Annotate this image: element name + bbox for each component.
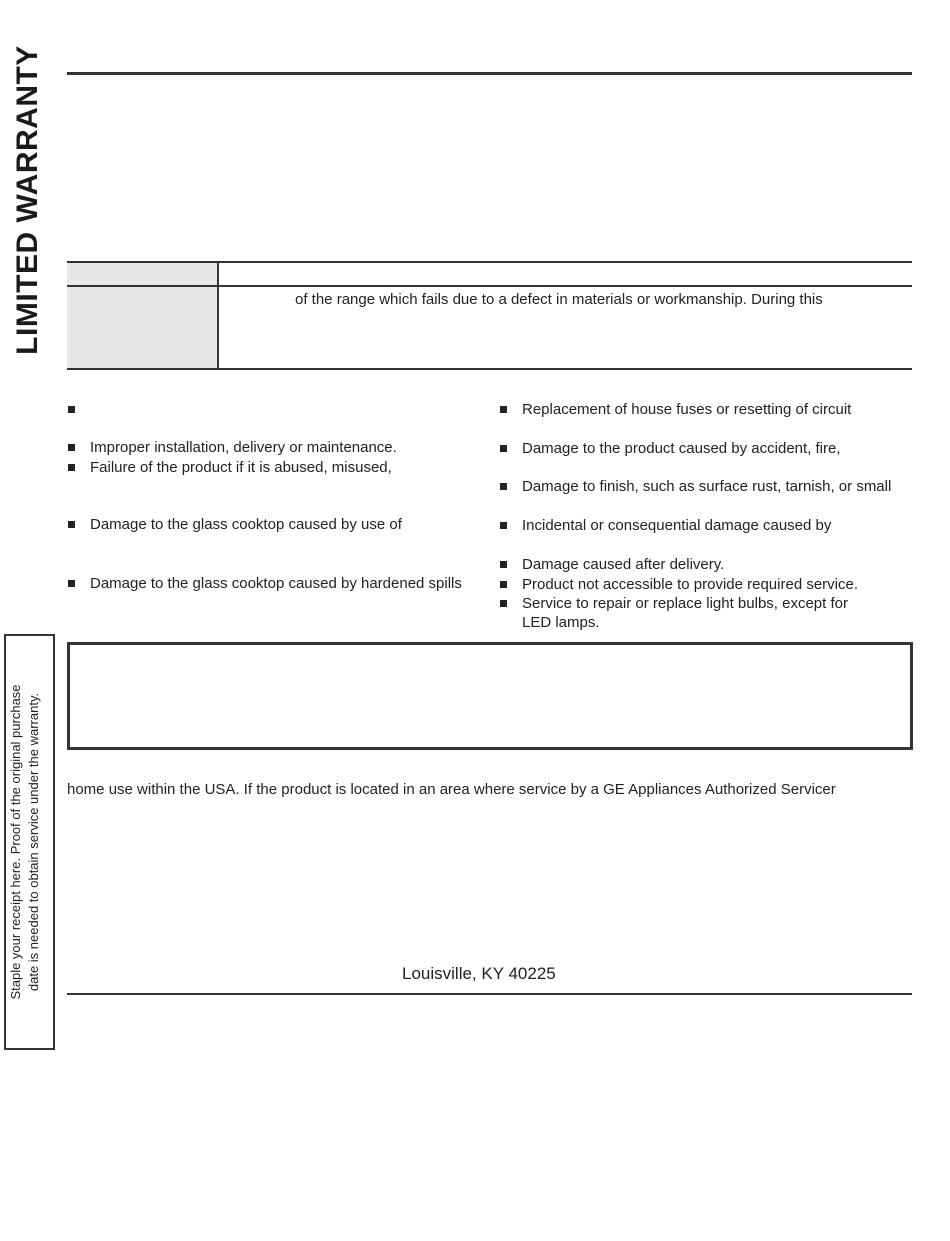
bullet-icon	[500, 445, 507, 452]
list-item: Replacement of house fuses or resetting of circuit	[522, 401, 852, 418]
bullet-icon	[68, 406, 75, 413]
list-item: Damage to the product caused by accident, fire,	[522, 440, 841, 457]
bullet-icon	[500, 522, 507, 529]
page-title	[6, 36, 50, 364]
bottom-divider	[67, 993, 912, 995]
table-bottom-border	[67, 368, 912, 370]
bullet-icon	[500, 600, 507, 607]
list-item: Damage caused after delivery.	[522, 556, 725, 573]
list-item: Failure of the product if it is abused, misused,	[90, 459, 392, 476]
page-title-text: LIMITED WARRANTY	[11, 45, 45, 355]
list-item: Damage to the glass cooktop caused by use of	[90, 516, 402, 533]
list-item: Incidental or consequential damage caused by	[522, 517, 832, 534]
table-column-divider	[217, 263, 219, 368]
list-item: Service to repair or replace light bulbs, except for	[522, 595, 848, 612]
bullet-icon	[68, 464, 75, 471]
notice-box	[67, 642, 913, 750]
bullet-icon	[68, 580, 75, 587]
bullet-icon	[68, 444, 75, 451]
receipt-instructions	[7, 636, 51, 1048]
bullet-icon	[68, 521, 75, 528]
coverage-text: of the range which fails due to a defect in materials or workmanship. During this	[295, 291, 823, 308]
list-item: Product not accessible to provide required service.	[522, 576, 859, 593]
bullet-icon	[500, 406, 507, 413]
table-header-left-cell	[67, 263, 217, 285]
service-text: home use within the USA. If the product is located in an area where service by a GE Appliances Authorized Servicer	[67, 781, 836, 798]
list-item: Improper installation, delivery or maintenance.	[90, 439, 397, 456]
bullet-icon	[500, 581, 507, 588]
receipt-line-1: Staple your receipt here. Proof of the original purchase	[8, 684, 23, 1000]
top-divider	[67, 72, 912, 75]
warrantor-address: Louisville, KY 40225	[402, 964, 556, 983]
table-row-left-cell	[67, 287, 217, 368]
receipt-staple-box	[4, 634, 55, 1050]
list-item: Damage to finish, such as surface rust, tarnish, or small	[522, 478, 892, 495]
bullet-icon	[500, 483, 507, 490]
list-item: Damage to the glass cooktop caused by hardened spills	[90, 575, 462, 592]
list-item-continuation: LED lamps.	[522, 614, 600, 631]
bullet-icon	[500, 561, 507, 568]
receipt-line-2: date is needed to obtain service under the warranty.	[26, 692, 41, 992]
